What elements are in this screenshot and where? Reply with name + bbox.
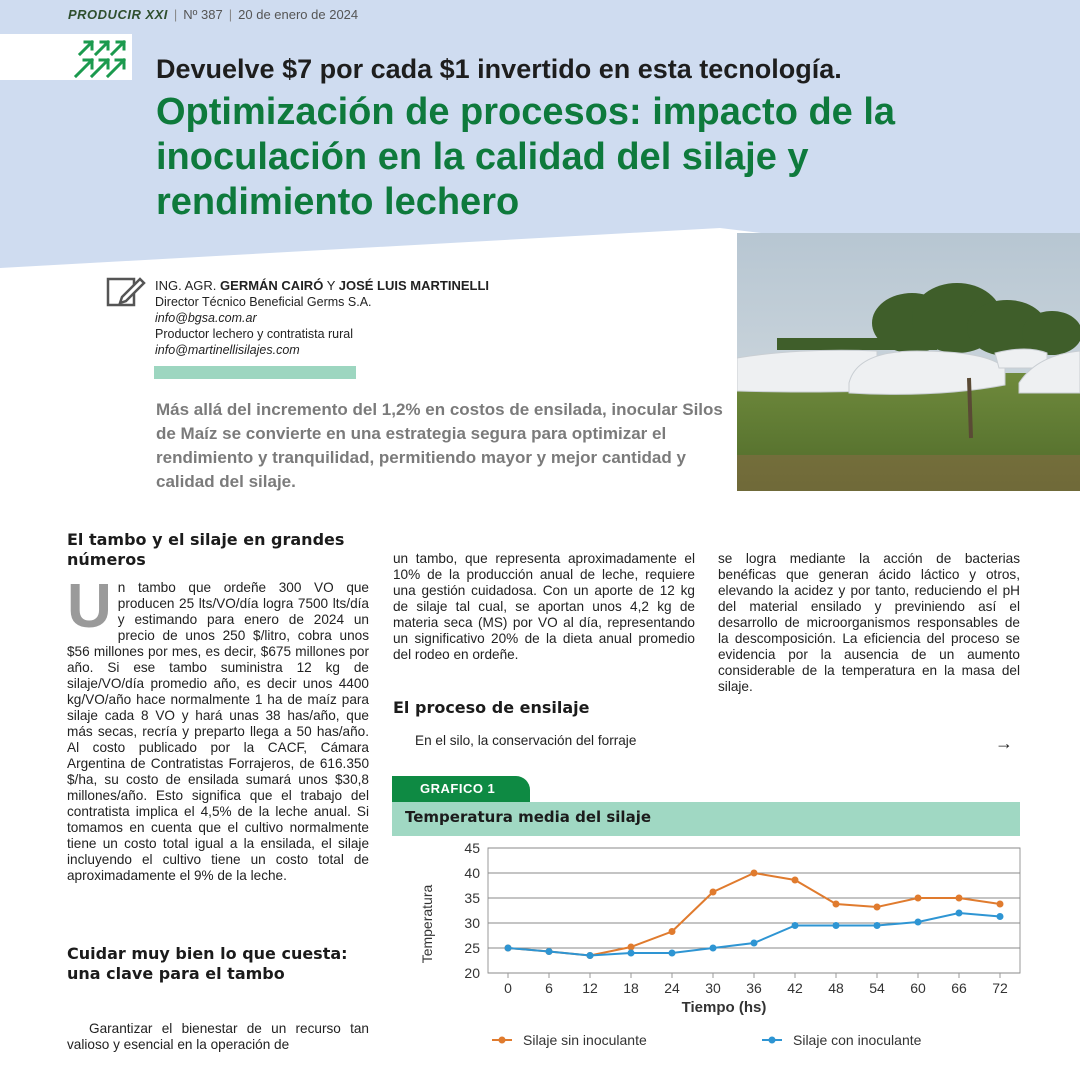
author-names: [155, 278, 489, 294]
x-tick-label: 30: [705, 980, 721, 996]
data-point: [792, 922, 799, 929]
section-1-text: n tambo que ordeñe 300 VO que producen 25 lts/VO/día logra 7500 lts/día y estimando para enero de 2024 un precio de unos 250 $/litro, cobra unos $56 millones por mes, es decir, $675 millones por año. Si ese tambo suministra 12 kg de silaje/VO/día promedio año, es decir unos 4400 kg/VO/año hace normalmente 1 ha de maíz para silaje cada 8 VO y hará unas 38 has/año, que más secas, recría y preparto llega a 50 has/año. Al costo publicado por la CACF, Cámara Argentina de Contratistas Forrajeros, de 616.350 $/ha, su costo de ensilada sumará unos $30,8 millones/año. Esto significa que el trabajo del contratista implica el 4,5% de la leche anual. Si tomamos en cuenta que el cultivo normalmente tiene un costo total igual a la ensilada, el silaje incluyendo el cultivo tiene un costo total de aproximadamente el 9% de la leche.: [67, 580, 369, 883]
author-1-email[interactable]: info@bgsa.com.ar: [155, 311, 257, 325]
y-tick-label: 20: [464, 965, 480, 981]
data-point: [751, 940, 758, 947]
author-1-name: GERMÁN CAIRÓ: [220, 278, 324, 293]
graphic-tab: GRAFICO 1: [392, 776, 530, 802]
author-title: ING. AGR.: [155, 278, 217, 293]
data-point: [628, 950, 635, 957]
data-point: [833, 901, 840, 908]
data-point: [710, 945, 717, 952]
section-heading-2: Cuidar muy bien lo que cuesta: una clave para el tambo: [67, 944, 348, 983]
graphic-title: Temperatura media del silaje: [405, 808, 652, 826]
x-tick-label: 0: [504, 980, 512, 996]
author-1-role: Director Técnico Beneficial Germs S.A.: [155, 295, 372, 309]
drop-cap: U: [67, 572, 112, 641]
section-heading-1: El tambo y el silaje en grandes números: [67, 530, 345, 569]
x-tick-label: 12: [582, 980, 598, 996]
y-tick-label: 30: [464, 915, 480, 931]
publication-name: PRODUCIR XXI: [68, 7, 168, 22]
kicker-headline: Devuelve $7 por cada $1 invertido en esta tecnología.: [156, 54, 842, 84]
series-line: [508, 913, 1000, 956]
x-tick-label: 48: [828, 980, 844, 996]
legend-label: Silaje con inoculante: [793, 1032, 922, 1048]
y-tick-label: 40: [464, 865, 480, 881]
y-axis-label: Temperatura: [419, 884, 435, 964]
data-point: [956, 910, 963, 917]
section-2-body: Garantizar el bienestar de un recurso tan valioso y esencial en la operación de: [67, 1021, 369, 1052]
lead-paragraph: Más allá del incremento del 1,2% en costos de ensilada, inocular Silos de Maíz se convierte en una estrategia segura para optimizar el rendimiento y tranquilidad, permitiendo mayor y mejor cantidad y calidad del silaje.: [156, 400, 723, 491]
data-point: [874, 904, 881, 911]
x-tick-label: 24: [664, 980, 680, 996]
x-tick-label: 6: [545, 980, 553, 996]
data-point: [669, 928, 676, 935]
data-point: [874, 922, 881, 929]
y-tick-label: 35: [464, 890, 480, 906]
column-3-body: se logra mediante la acción de bacterias benéficas que generan ácido láctico y otros, elevando la acidez y por tanto, reduciendo el pH del material ensilado y previniendo así el desarrollo de microorganismos responsables de la descomposición. La eficiencia del proceso se evidencia por la ausencia de un aumento considerable de la temperatura en la masa del silaje.: [718, 551, 1020, 694]
data-point: [915, 919, 922, 926]
data-point: [587, 952, 594, 959]
continue-arrow-icon: →: [995, 733, 1013, 753]
data-point: [505, 945, 512, 952]
accent-bar: [154, 366, 356, 379]
legend-marker: [769, 1037, 776, 1044]
column-2-body: un tambo, que representa aproximadamente el 10% de la producción anual de leche, requiere una gestión cuidadosa. Con un aporte de 12 kg de silaje tal cual, se aportan unos 4,2 kg de materia seca (MS) por VO al día, representando un significativo 20% de la dieta anual promedio del rodeo en ordeñe.: [393, 551, 695, 662]
author-2-name: JOSÉ LUIS MARTINELLI: [338, 278, 489, 293]
data-point: [546, 948, 553, 955]
x-tick-label: 60: [910, 980, 926, 996]
data-point: [710, 889, 717, 896]
x-tick-label: 66: [951, 980, 967, 996]
x-tick-label: 72: [992, 980, 1008, 996]
data-point: [751, 870, 758, 877]
arrows-logo-icon: [72, 34, 132, 80]
author-2-email[interactable]: info@martinellisilajes.com: [155, 343, 300, 357]
issue-number: Nº 387: [183, 7, 223, 22]
author-2-role: Productor lechero y contratista rural: [155, 327, 354, 341]
x-axis-label: Tiempo (hs): [681, 999, 767, 1016]
x-tick-label: 42: [787, 980, 803, 996]
x-tick-label: 36: [746, 980, 762, 996]
section-heading-3: El proceso de ensilaje: [393, 698, 590, 717]
temperature-line-chart: [392, 836, 1032, 1080]
masthead: PRODUCIR XXI | Nº 387 | 20 de enero de 2024: [68, 7, 359, 22]
data-point: [997, 913, 1004, 920]
legend-label: Silaje sin inoculante: [523, 1032, 647, 1048]
data-point: [915, 895, 922, 902]
y-tick-label: 45: [464, 840, 480, 856]
data-point: [833, 922, 840, 929]
data-point: [956, 895, 963, 902]
author-connector: Y: [326, 278, 336, 293]
section-1-body: [67, 572, 369, 884]
data-point: [669, 950, 676, 957]
legend-marker: [499, 1037, 506, 1044]
article-title: Optimización de procesos: impacto de la inoculación en la calidad del silaje y rendimiento lechero: [156, 91, 896, 223]
pen-edit-icon: [106, 275, 146, 309]
issue-date: 20 de enero de 2024: [238, 7, 359, 22]
data-point: [628, 944, 635, 951]
y-tick-label: 25: [464, 940, 480, 956]
silo-bags-photo: [737, 233, 1080, 491]
x-tick-label: 18: [623, 980, 639, 996]
data-point: [997, 901, 1004, 908]
x-tick-label: 54: [869, 980, 885, 996]
author-block: [155, 278, 489, 358]
section-3-body: En el silo, la conservación del forraje: [415, 733, 637, 748]
data-point: [792, 877, 799, 884]
